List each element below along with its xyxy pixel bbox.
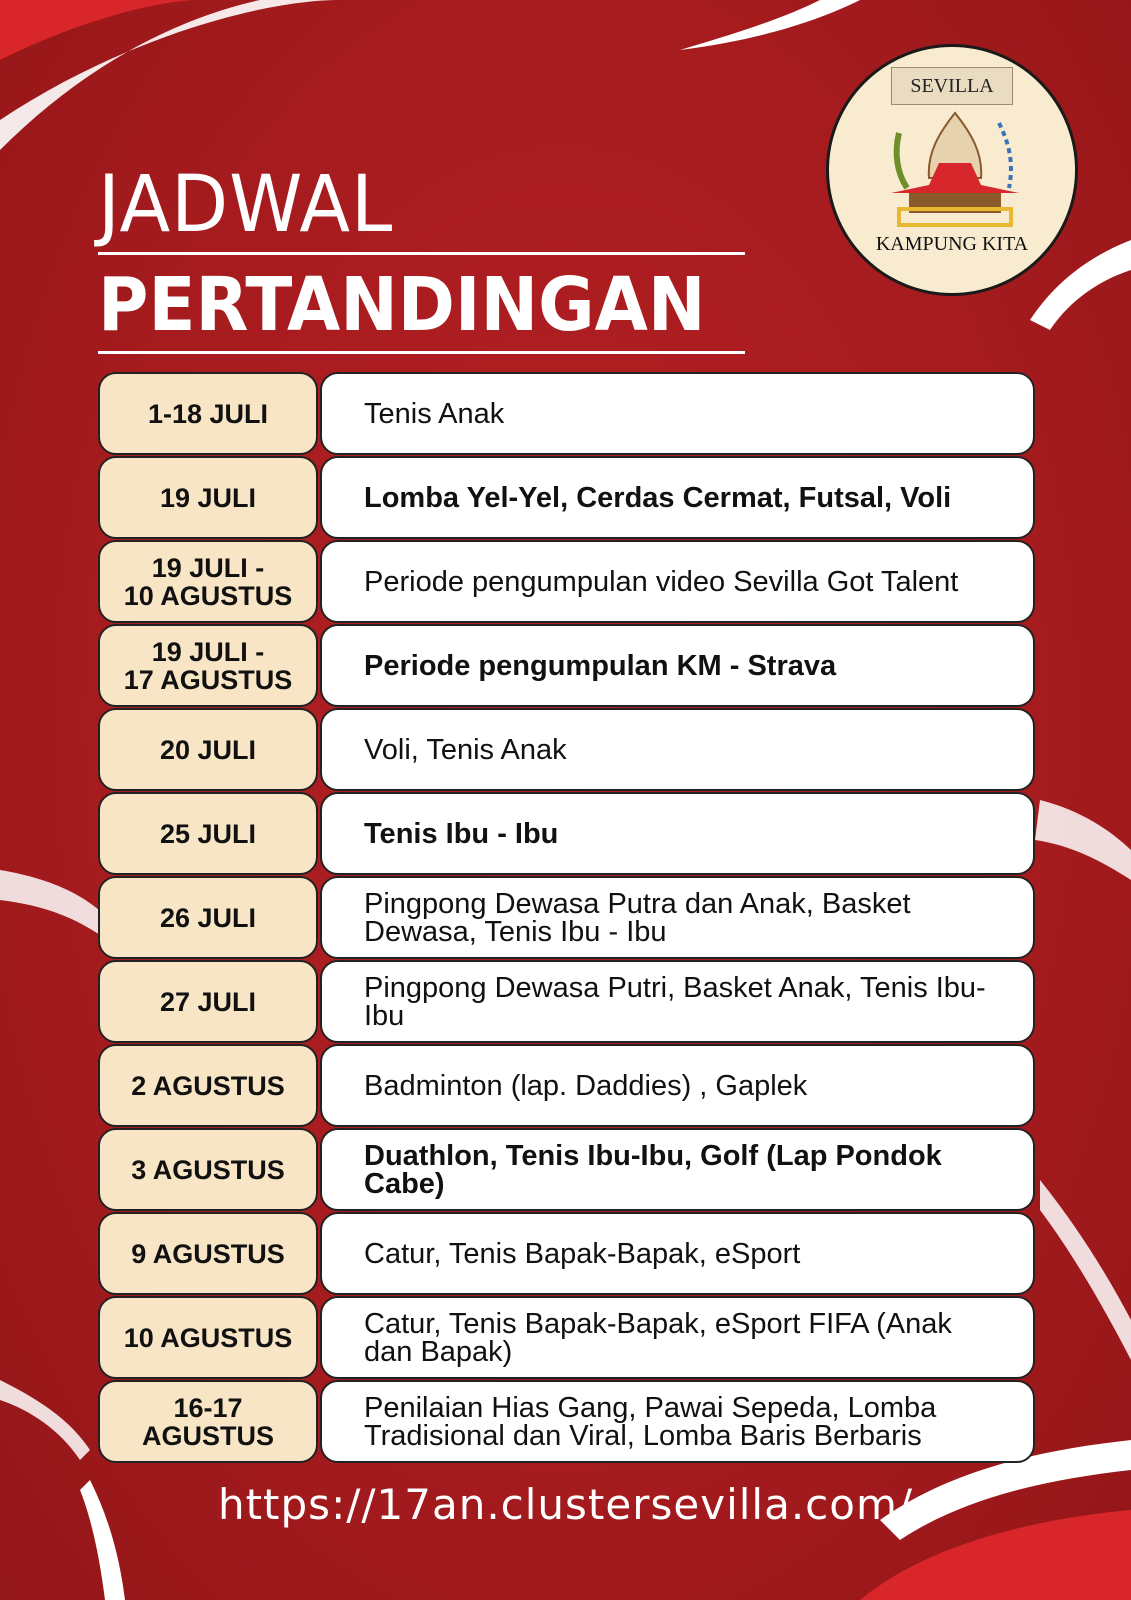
schedule-event bbox=[320, 1380, 1035, 1463]
schedule-event-text: Voli, Tenis Anak bbox=[364, 733, 567, 766]
schedule-row bbox=[98, 792, 1035, 875]
schedule-row bbox=[98, 1044, 1035, 1127]
schedule-row bbox=[98, 1296, 1035, 1379]
schedule-date: 25 JULI bbox=[98, 792, 318, 875]
joglo-house-icon bbox=[869, 103, 1041, 233]
schedule-row bbox=[98, 708, 1035, 791]
logo-top-text: SEVILLA bbox=[891, 67, 1013, 105]
schedule-date: 9 AGUSTUS bbox=[98, 1212, 318, 1295]
schedule-row bbox=[98, 372, 1035, 455]
schedule-event bbox=[320, 624, 1035, 707]
schedule-row bbox=[98, 624, 1035, 707]
schedule-date: 19 JULI - 17 AGUSTUS bbox=[98, 624, 318, 707]
schedule-event bbox=[320, 1044, 1035, 1127]
schedule-event-text: Lomba Yel-Yel, Cerdas Cermat, Futsal, Voli bbox=[364, 481, 952, 514]
logo-bottom-text: KAMPUNG KITA bbox=[875, 233, 1029, 255]
schedule-date: 1-18 JULI bbox=[98, 372, 318, 455]
schedule-event-text: Pingpong Dewasa Putra dan Anak, Basket Dewasa, Tenis Ibu - Ibu bbox=[364, 887, 911, 948]
schedule-event-text: Tenis Anak bbox=[364, 397, 505, 430]
schedule-row bbox=[98, 876, 1035, 959]
schedule-event-text: Periode pengumpulan KM - Strava bbox=[364, 649, 837, 682]
schedule-event bbox=[320, 960, 1035, 1043]
schedule-row bbox=[98, 1212, 1035, 1295]
schedule-row bbox=[98, 1128, 1035, 1211]
schedule-date: 20 JULI bbox=[98, 708, 318, 791]
schedule-event bbox=[320, 1128, 1035, 1211]
schedule-event bbox=[320, 792, 1035, 875]
schedule-date: 3 AGUSTUS bbox=[98, 1128, 318, 1211]
schedule-row bbox=[98, 1380, 1035, 1463]
schedule-date: 2 AGUSTUS bbox=[98, 1044, 318, 1127]
schedule-date: 27 JULI bbox=[98, 960, 318, 1043]
website-url[interactable]: https://17an.clustersevilla.com/ bbox=[217, 1480, 914, 1529]
schedule-event bbox=[320, 1212, 1035, 1295]
schedule-row bbox=[98, 540, 1035, 623]
schedule-event-text: Tenis Ibu - Ibu bbox=[364, 817, 559, 850]
schedule-event-text: Catur, Tenis Bapak-Bapak, eSport FIFA (Anak dan Bapak) bbox=[364, 1307, 952, 1368]
schedule-event bbox=[320, 540, 1035, 623]
schedule-event-text: Duathlon, Tenis Ibu-Ibu, Golf (Lap Pondok Cabe) bbox=[364, 1139, 942, 1200]
schedule-event bbox=[320, 1296, 1035, 1379]
schedule-date: 19 JULI - 10 AGUSTUS bbox=[98, 540, 318, 623]
schedule-event-text: Pingpong Dewasa Putri, Basket Anak, Tenis Ibu-Ibu bbox=[364, 971, 986, 1032]
schedule-event bbox=[320, 456, 1035, 539]
schedule-event bbox=[320, 876, 1035, 959]
title-divider bbox=[98, 252, 745, 255]
schedule-date: 16-17 AGUSTUS bbox=[98, 1380, 318, 1463]
schedule-date: 26 JULI bbox=[98, 876, 318, 959]
title-line2: PERTANDINGAN bbox=[98, 262, 706, 348]
schedule-event bbox=[320, 372, 1035, 455]
title-divider bbox=[98, 351, 745, 354]
schedule-row bbox=[98, 456, 1035, 539]
title-line1: JADWAL bbox=[98, 160, 394, 250]
schedule-event-text: Periode pengumpulan video Sevilla Got Talent bbox=[364, 565, 959, 598]
schedule-row bbox=[98, 960, 1035, 1043]
schedule-event bbox=[320, 708, 1035, 791]
schedule-date: 10 AGUSTUS bbox=[98, 1296, 318, 1379]
schedule-date: 19 JULI bbox=[98, 456, 318, 539]
schedule-event-text: Catur, Tenis Bapak-Bapak, eSport bbox=[364, 1237, 801, 1270]
schedule-event-text: Penilaian Hias Gang, Pawai Sepeda, Lomba Tradisional dan Viral, Lomba Baris Berbaris bbox=[364, 1391, 937, 1452]
schedule-table bbox=[98, 372, 1035, 1464]
sevilla-kampung-kita-logo bbox=[826, 44, 1078, 296]
schedule-event-text: Badminton (lap. Daddies) , Gaplek bbox=[364, 1069, 808, 1102]
